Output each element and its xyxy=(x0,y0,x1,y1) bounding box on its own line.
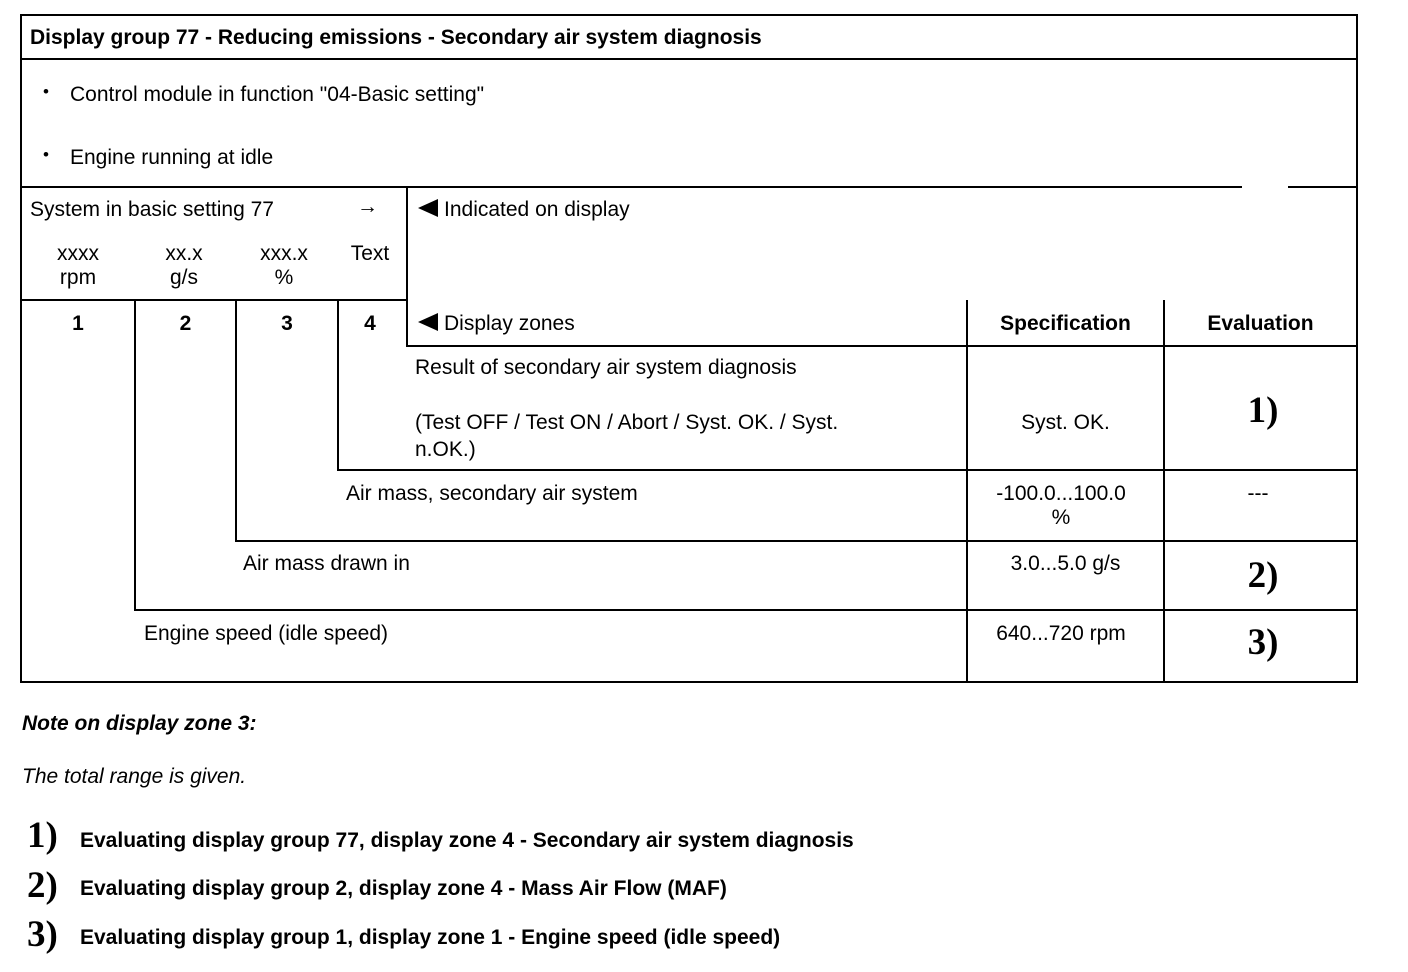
spec-range: -100.0...100.0 xyxy=(996,482,1126,505)
display-zones-label: Display zones xyxy=(444,312,575,335)
zone-number-2: 2 xyxy=(179,312,192,335)
condition-item: Engine running at idle xyxy=(70,146,274,169)
row-evaluation: --- xyxy=(1247,482,1269,505)
bullet-icon: • xyxy=(43,82,49,101)
display-value-unit: rpm xyxy=(59,266,97,289)
row-specification: 3.0...5.0 g/s xyxy=(1010,552,1121,575)
row-description-detail: n.OK.) xyxy=(415,438,476,461)
row-specification: 640...720 rpm xyxy=(996,622,1126,645)
row-evaluation: 2) xyxy=(1247,555,1279,596)
display-zones-header xyxy=(418,312,575,336)
row-description: Result of secondary air system diagnosis xyxy=(415,356,797,379)
page-title: Display group 77 - Reducing emissions - Secondary air system diagnosis xyxy=(30,26,762,49)
display-value-line: xx.x xyxy=(165,242,203,265)
row-specification: Syst. OK. xyxy=(1021,411,1110,434)
footnote-text: Evaluating display group 2, display zone 4 - Mass Air Flow (MAF) xyxy=(80,877,727,900)
display-value-line: xxx.x xyxy=(260,242,308,265)
display-value-4 xyxy=(338,242,402,266)
footnote-mark: 2) xyxy=(27,865,58,906)
specification-header: Specification xyxy=(1000,312,1131,335)
arrow-right-icon: → xyxy=(357,195,378,218)
display-value-3 xyxy=(236,242,332,290)
triangle-left-icon xyxy=(418,313,438,331)
display-value-2 xyxy=(136,242,232,290)
display-value-1 xyxy=(30,242,126,290)
row-description-detail: (Test OFF / Test ON / Abort / Syst. OK. / Syst. xyxy=(415,411,839,434)
row-description: Air mass, secondary air system xyxy=(346,482,638,505)
indicated-label: Indicated on display xyxy=(444,198,630,221)
row-evaluation: 3) xyxy=(1247,622,1279,663)
basic-setting-label: System in basic setting 77 xyxy=(30,198,274,221)
triangle-left-icon xyxy=(418,199,438,217)
row-specification xyxy=(968,482,1154,530)
display-value-line: Text xyxy=(350,242,390,265)
evaluation-header: Evaluation xyxy=(1207,312,1314,335)
zone-number-1: 1 xyxy=(72,312,84,335)
zone-number-3: 3 xyxy=(281,312,293,335)
note-heading: Note on display zone 3: xyxy=(22,712,257,735)
indicated-on-display xyxy=(418,198,630,222)
footnote-text: Evaluating display group 1, display zone 1 - Engine speed (idle speed) xyxy=(80,926,781,949)
display-value-unit: % xyxy=(274,266,294,289)
footnote-mark: 3) xyxy=(27,914,58,955)
note-text: The total range is given. xyxy=(22,765,247,788)
display-value-line: xxxx xyxy=(57,242,99,265)
display-value-unit: g/s xyxy=(169,266,198,289)
row-description: Engine speed (idle speed) xyxy=(144,622,389,645)
footnote-mark: 1) xyxy=(27,815,58,856)
row-evaluation: 1) xyxy=(1247,390,1279,431)
condition-item: Control module in function "04-Basic setting" xyxy=(70,83,485,106)
spec-unit: % xyxy=(1051,506,1071,529)
bullet-icon: • xyxy=(43,145,49,164)
row-description: Air mass drawn in xyxy=(243,552,410,575)
zone-number-4: 4 xyxy=(364,312,376,335)
footnote-text: Evaluating display group 77, display zone 4 - Secondary air system diagnosis xyxy=(80,829,854,852)
